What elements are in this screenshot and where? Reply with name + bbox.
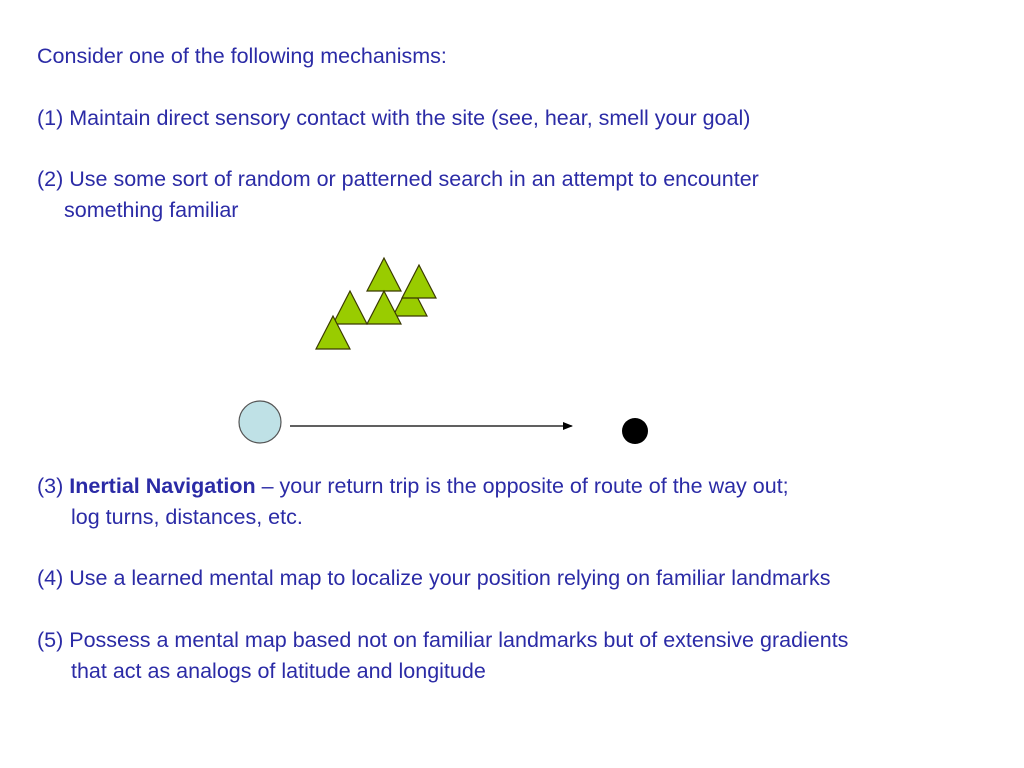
item-4-line-1: (4) Use a learned mental map to localize your position relying on familiar landmarks <box>37 566 831 590</box>
triangle-icon <box>367 291 401 324</box>
triangle-icon <box>333 291 367 324</box>
item-3-description: – your return trip is the opposite of route of the way out; <box>255 474 789 498</box>
item-3-prefix: (3) <box>37 474 70 498</box>
item-2-line-2: something familiar <box>64 198 239 222</box>
intro-text: Consider one of the following mechanisms: <box>37 44 447 68</box>
dot-icon <box>622 418 648 444</box>
triangle-icon <box>367 258 401 291</box>
item-2-line-1: (2) Use some sort of random or patterned search in an attempt to encounter <box>37 167 759 191</box>
item-1-line-1: (1) Maintain direct sensory contact with the site (see, hear, smell your goal) <box>37 106 751 130</box>
triangle-icon <box>402 265 436 298</box>
landmark-cluster <box>316 258 436 349</box>
item-5-line-1: (5) Possess a mental map based not on familiar landmarks but of extensive gradients <box>37 628 849 652</box>
item-3-line-2: log turns, distances, etc. <box>71 505 303 529</box>
circle-icon <box>239 401 281 443</box>
item-3-term: Inertial Navigation <box>69 474 256 498</box>
item-5-line-2: that act as analogs of latitude and longitude <box>71 659 486 683</box>
